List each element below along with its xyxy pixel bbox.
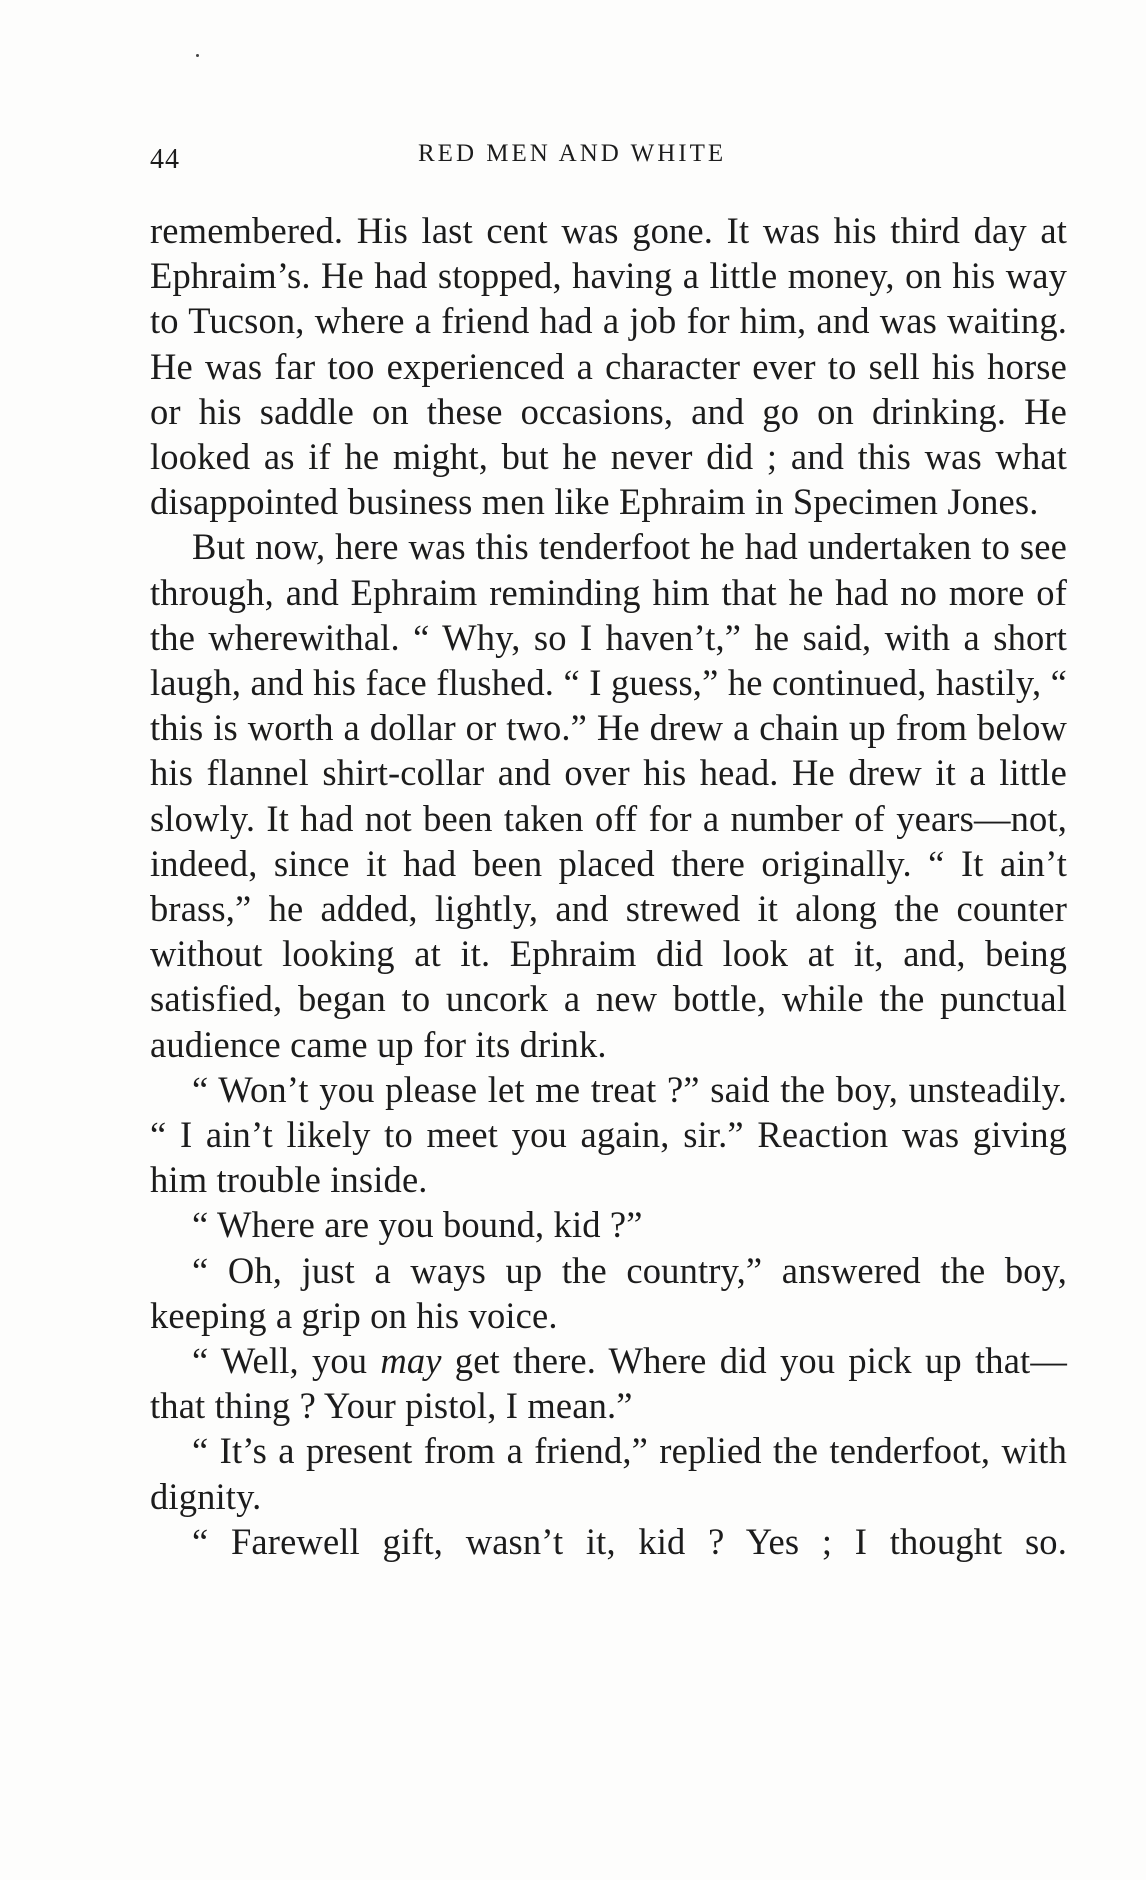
ink-speck [196, 54, 199, 57]
body-text [150, 208, 1067, 1564]
paragraph-3: “ Won’t you please let me treat ?” said the boy, unsteadily. “ I ain’t likely to meet you again, sir.” Reaction was giving him trouble inside. [150, 1068, 1067, 1201]
italic-word: may [380, 1340, 442, 1382]
paragraph-6-end: get there. Where did you pick up that—that thing ? Your pistol, I mean.” [150, 1340, 1067, 1427]
running-head [150, 140, 1065, 174]
paragraph-4: “ Where are you bound, kid ?” [192, 1204, 643, 1246]
paragraph-5: “ Oh, just a ways up the country,” answered the boy, keeping a grip on his voice. [150, 1249, 1067, 1336]
running-title: RED MEN AND WHITE [418, 140, 727, 167]
paragraph-6-start: “ Well, you [192, 1340, 381, 1382]
paragraph-8: “ Farewell gift, wasn’t it, kid ? Yes ; I thought so. [192, 1520, 1067, 1562]
paragraph-1: remembered. His last cent was gone. It was his third day at Ephraim’s. He had stopped, having a little money, on his way to Tucson, where a friend had a job for him, and was waiting. He was far too experienced a character ever to sell his horse or his saddle on these occasions, and go on drinking. He looked as if he might, but he never did ; and this was what disappointed business men like Ephraim in Specimen Jones. [150, 210, 1067, 523]
page-number: 44 [150, 144, 180, 175]
paragraph-6 [150, 1338, 1067, 1428]
paragraph-2: But now, here was this tenderfoot he had undertaken to see through, and Ephraim reminding him that he had no more of the wherewithal. “ Why, so I haven’t,” he said, with a short laugh, and his face flushed. “ I guess,” he continued, hastily, “ this is worth a dollar or two.” He drew a chain up from below his flannel shirt-collar and over his head. He drew it a little slowly. It had not been taken off for a number of years—not, indeed, since it had been placed there originally. “ It ain’t brass,” he added, lightly, and strewed it along the counter without looking at it. Ephraim did look at it, and, being satisfied, began to uncork a new bottle, while the punctual audience came up for its drink. [150, 526, 1067, 1065]
paragraph-7: “ It’s a present from a friend,” replied the tenderfoot, with dignity. [150, 1430, 1067, 1517]
